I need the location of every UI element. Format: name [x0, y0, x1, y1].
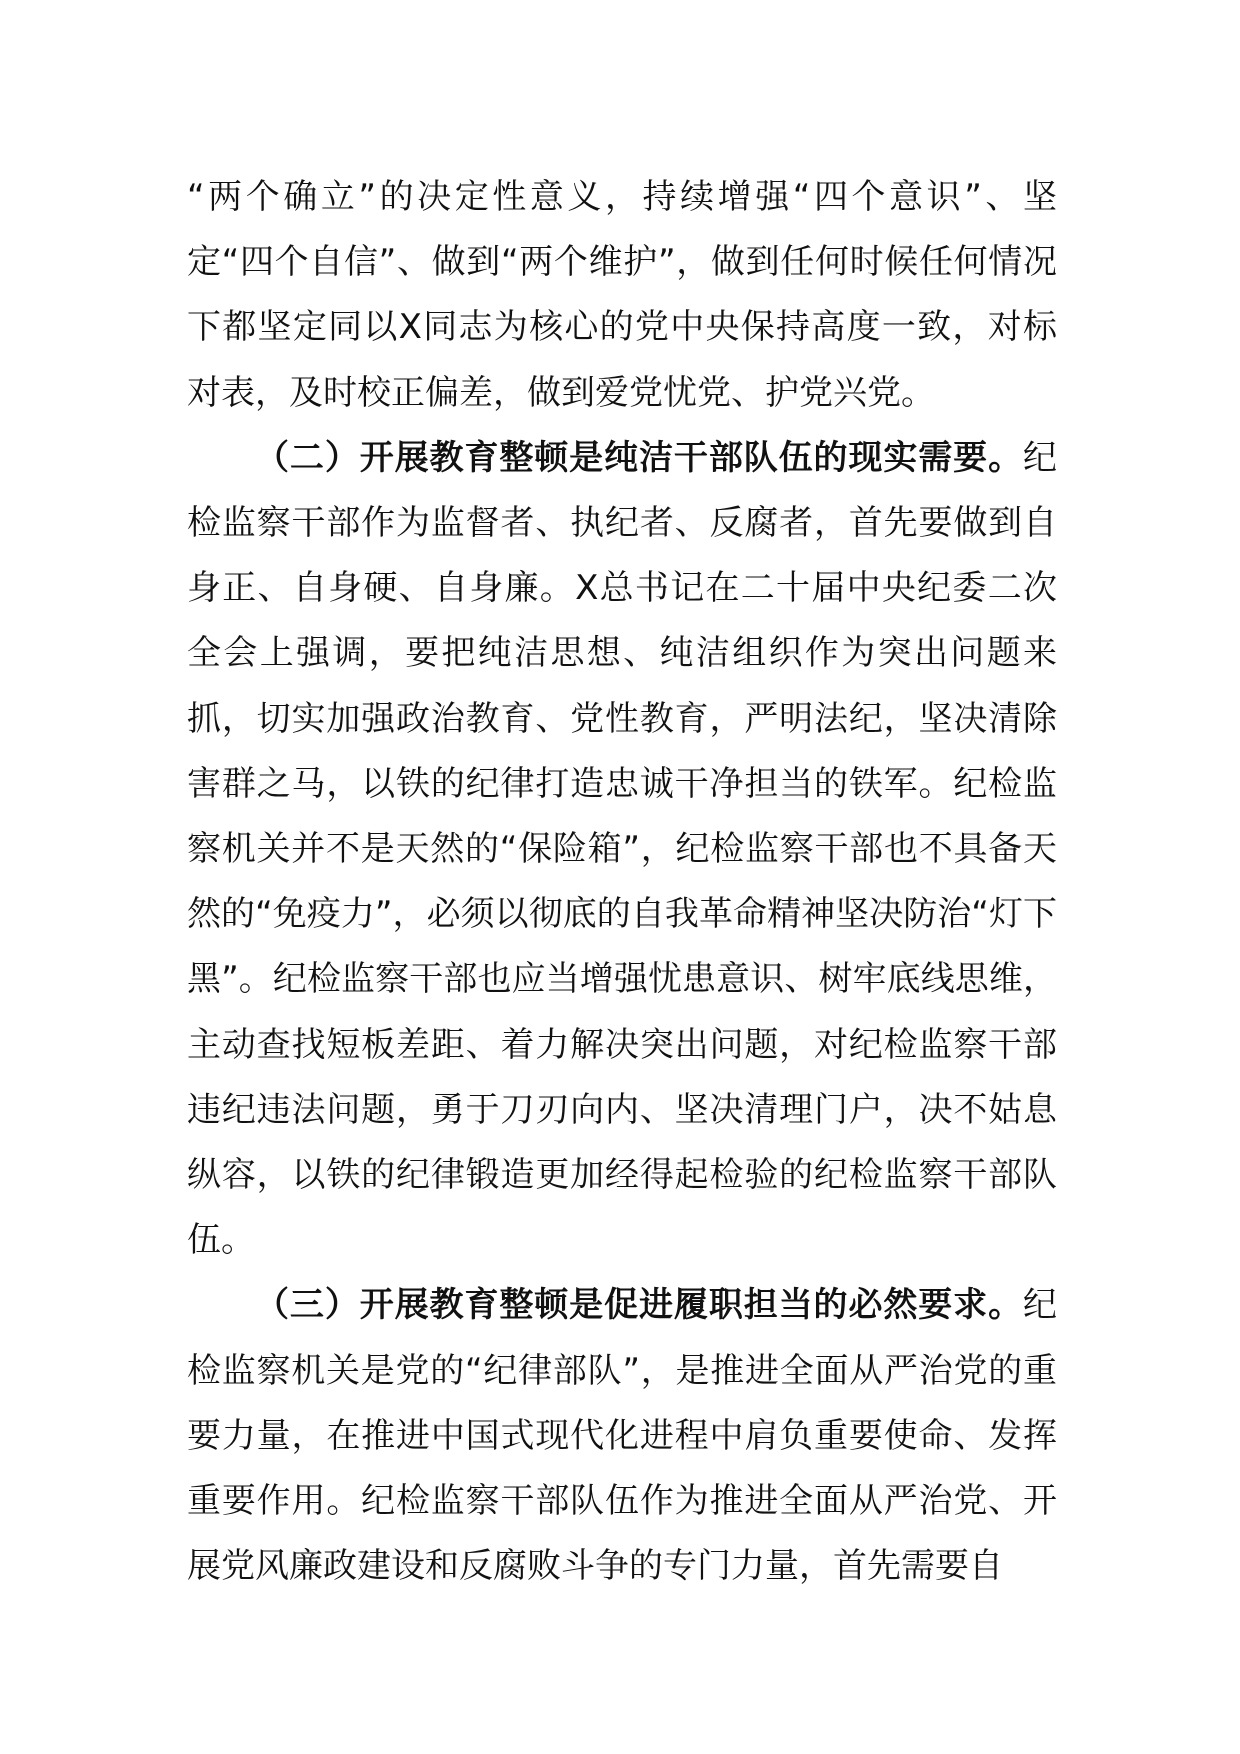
paragraph-continuation: [187, 165, 1057, 426]
paragraph-section-three: [187, 1273, 1057, 1599]
paragraph-text: “两个确立”的决定性意义，持续增强“四个意识”、坚定“四个自信”、做到“两个维护”，做到任何时候任何情况下都坚定同以X同志为核心的党中央保持高度一致，对标对表，及时校正偏差，做到爱党忧党、护党兴党。: [187, 177, 1057, 413]
document-body: [187, 165, 1057, 1599]
section-heading: （二）开展教育整顿是纯洁干部队伍的现实需要。: [255, 437, 1023, 478]
paragraph-text: 纪检监察干部作为监督者、执纪者、反腐者，首先要做到自身正、自身硬、自身廉。X总书记在二十届中央纪委二次全会上强调，要把纯洁思想、纯洁组织作为突出问题来抓，切实加强政治教育、党性教育，严明法纪，坚决清除害群之马，以铁的纪律打造忠诚干净担当的铁军。纪检监察机关并不是天然的“保险箱”，纪检监察干部也不具备天然的“免疫力”，必须以彻底的自我革命精神坚决防治“灯下黑”。纪检监察干部也应当增强忧患意识、树牢底线思维，主动查找短板差距、着力解决突出问题，对纪检监察干部违纪违法问题，勇于刀刃向内、坚决清理门户，决不姑息纵容，以铁的纪律锻造更加经得起检验的纪检监察干部队伍。: [187, 437, 1057, 1261]
paragraph-section-two: [187, 426, 1057, 1274]
paragraph-text: 纪检监察机关是党的“纪律部队”，是推进全面从严治党的重要力量，在推进中国式现代化进程中肩负重要使命、发挥重要作用。纪检监察干部队伍作为推进全面从严治党、开展党风廉政建设和反腐败斗争的专门力量，首先需要自: [187, 1285, 1057, 1587]
section-heading: （三）开展教育整顿是促进履职担当的必然要求。: [255, 1285, 1023, 1326]
